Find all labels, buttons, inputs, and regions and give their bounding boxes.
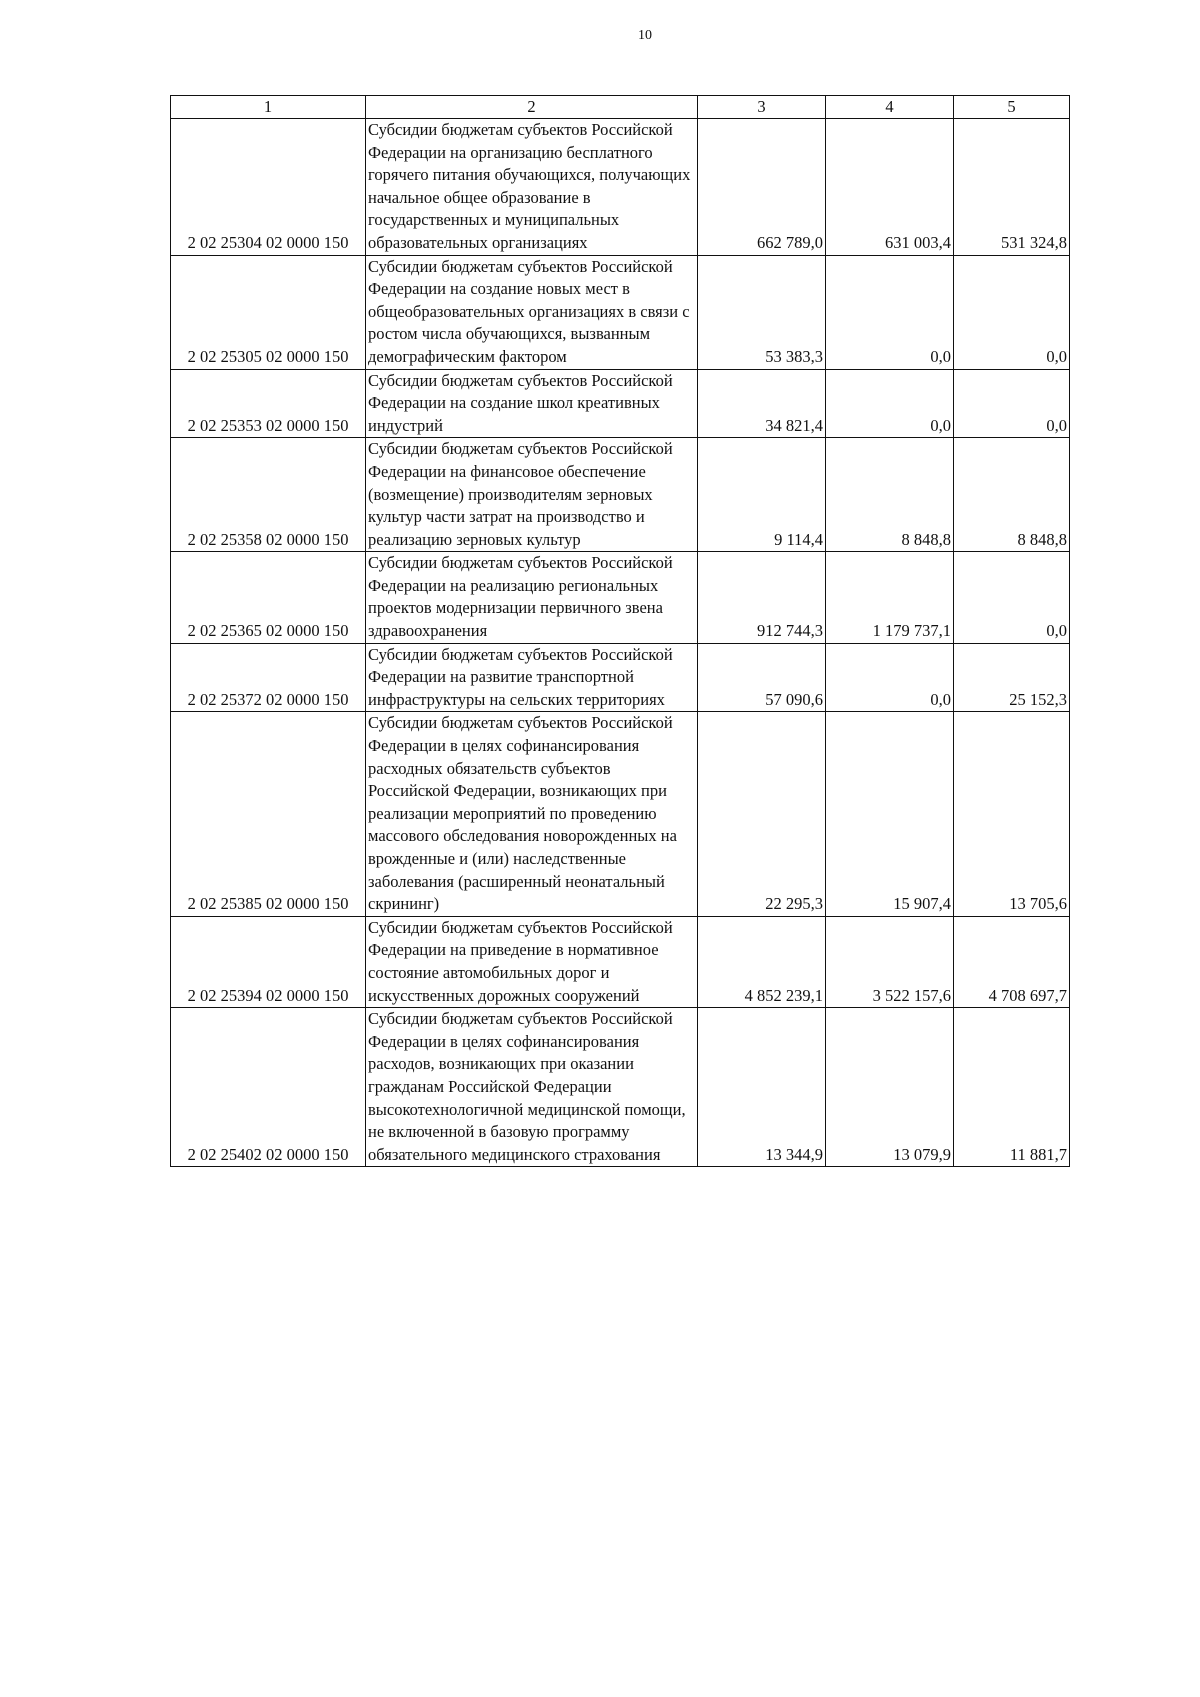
table-row <box>171 369 1070 438</box>
budget-code: 2 02 25304 02 0000 150 <box>171 119 366 256</box>
column-header-2: 2 <box>366 96 698 119</box>
amount-col4: 15 907,4 <box>826 712 954 916</box>
budget-code: 2 02 25402 02 0000 150 <box>171 1008 366 1167</box>
amount-col4: 0,0 <box>826 369 954 438</box>
table-row <box>171 255 1070 369</box>
budget-code: 2 02 25394 02 0000 150 <box>171 916 366 1007</box>
amount-col3: 13 344,9 <box>698 1008 826 1167</box>
amount-col4: 0,0 <box>826 643 954 712</box>
budget-code: 2 02 25385 02 0000 150 <box>171 712 366 916</box>
budget-table <box>170 95 1070 1167</box>
amount-col5: 8 848,8 <box>954 438 1070 552</box>
subsidy-name: Субсидии бюджетам субъектов Российской Федерации на развитие транспортной инфраструктуры на сельских территориях <box>366 643 698 712</box>
subsidy-name: Субсидии бюджетам субъектов Российской Федерации на создание новых мест в общеобразовательных организациях в связи с ростом числа обучающихся, вызванным демографическим фактором <box>366 255 698 369</box>
table-row <box>171 712 1070 916</box>
amount-col3: 34 821,4 <box>698 369 826 438</box>
subsidy-name: Субсидии бюджетам субъектов Российской Федерации на финансовое обеспечение (возмещение) производителям зерновых культур части затрат на производство и реализацию зерновых культур <box>366 438 698 552</box>
amount-col4: 3 522 157,6 <box>826 916 954 1007</box>
budget-code: 2 02 25358 02 0000 150 <box>171 438 366 552</box>
table-row <box>171 643 1070 712</box>
table-row <box>171 552 1070 643</box>
amount-col3: 9 114,4 <box>698 438 826 552</box>
column-header-5: 5 <box>954 96 1070 119</box>
amount-col5: 25 152,3 <box>954 643 1070 712</box>
amount-col5: 4 708 697,7 <box>954 916 1070 1007</box>
amount-col5: 0,0 <box>954 369 1070 438</box>
amount-col4: 13 079,9 <box>826 1008 954 1167</box>
subsidy-name: Субсидии бюджетам субъектов Российской Федерации на приведение в нормативное состояние автомобильных дорог и искусственных дорожных сооружений <box>366 916 698 1007</box>
subsidy-name: Субсидии бюджетам субъектов Российской Федерации на организацию бесплатного горячего питания обучающихся, получающих начальное общее образование в государственных и муниципальных образовательных организациях <box>366 119 698 256</box>
budget-code: 2 02 25353 02 0000 150 <box>171 369 366 438</box>
column-header-3: 3 <box>698 96 826 119</box>
budget-code: 2 02 25365 02 0000 150 <box>171 552 366 643</box>
column-header-1: 1 <box>171 96 366 119</box>
amount-col3: 22 295,3 <box>698 712 826 916</box>
page-number: 10 <box>638 28 652 43</box>
subsidy-name: Субсидии бюджетам субъектов Российской Федерации на создание школ креативных индустрий <box>366 369 698 438</box>
amount-col3: 53 383,3 <box>698 255 826 369</box>
amount-col5: 0,0 <box>954 552 1070 643</box>
amount-col3: 662 789,0 <box>698 119 826 256</box>
header-row <box>171 96 1070 119</box>
table-row <box>171 119 1070 256</box>
table-row <box>171 1008 1070 1167</box>
amount-col5: 531 324,8 <box>954 119 1070 256</box>
amount-col3: 912 744,3 <box>698 552 826 643</box>
amount-col5: 0,0 <box>954 255 1070 369</box>
amount-col4: 1 179 737,1 <box>826 552 954 643</box>
amount-col5: 11 881,7 <box>954 1008 1070 1167</box>
budget-code: 2 02 25305 02 0000 150 <box>171 255 366 369</box>
table-row <box>171 916 1070 1007</box>
budget-code: 2 02 25372 02 0000 150 <box>171 643 366 712</box>
subsidy-name: Субсидии бюджетам субъектов Российской Федерации на реализацию региональных проектов модернизации первичного звена здравоохранения <box>366 552 698 643</box>
column-header-4: 4 <box>826 96 954 119</box>
amount-col4: 8 848,8 <box>826 438 954 552</box>
table-row <box>171 438 1070 552</box>
amount-col4: 631 003,4 <box>826 119 954 256</box>
amount-col3: 4 852 239,1 <box>698 916 826 1007</box>
amount-col3: 57 090,6 <box>698 643 826 712</box>
subsidy-name: Субсидии бюджетам субъектов Российской Федерации в целях софинансирования расходных обязательств субъектов Российской Федерации, возникающих при реализации мероприятий по проведению массового обследования новорожденных на врожденные и (или) наследственные заболевания (расширенный неонатальный скрининг) <box>366 712 698 916</box>
subsidy-name: Субсидии бюджетам субъектов Российской Федерации в целях софинансирования расходов, возникающих при оказании гражданам Российской Федерации высокотехнологичной медицинской помощи, не включенной в базовую программу обязательного медицинского страхования <box>366 1008 698 1167</box>
amount-col4: 0,0 <box>826 255 954 369</box>
amount-col5: 13 705,6 <box>954 712 1070 916</box>
